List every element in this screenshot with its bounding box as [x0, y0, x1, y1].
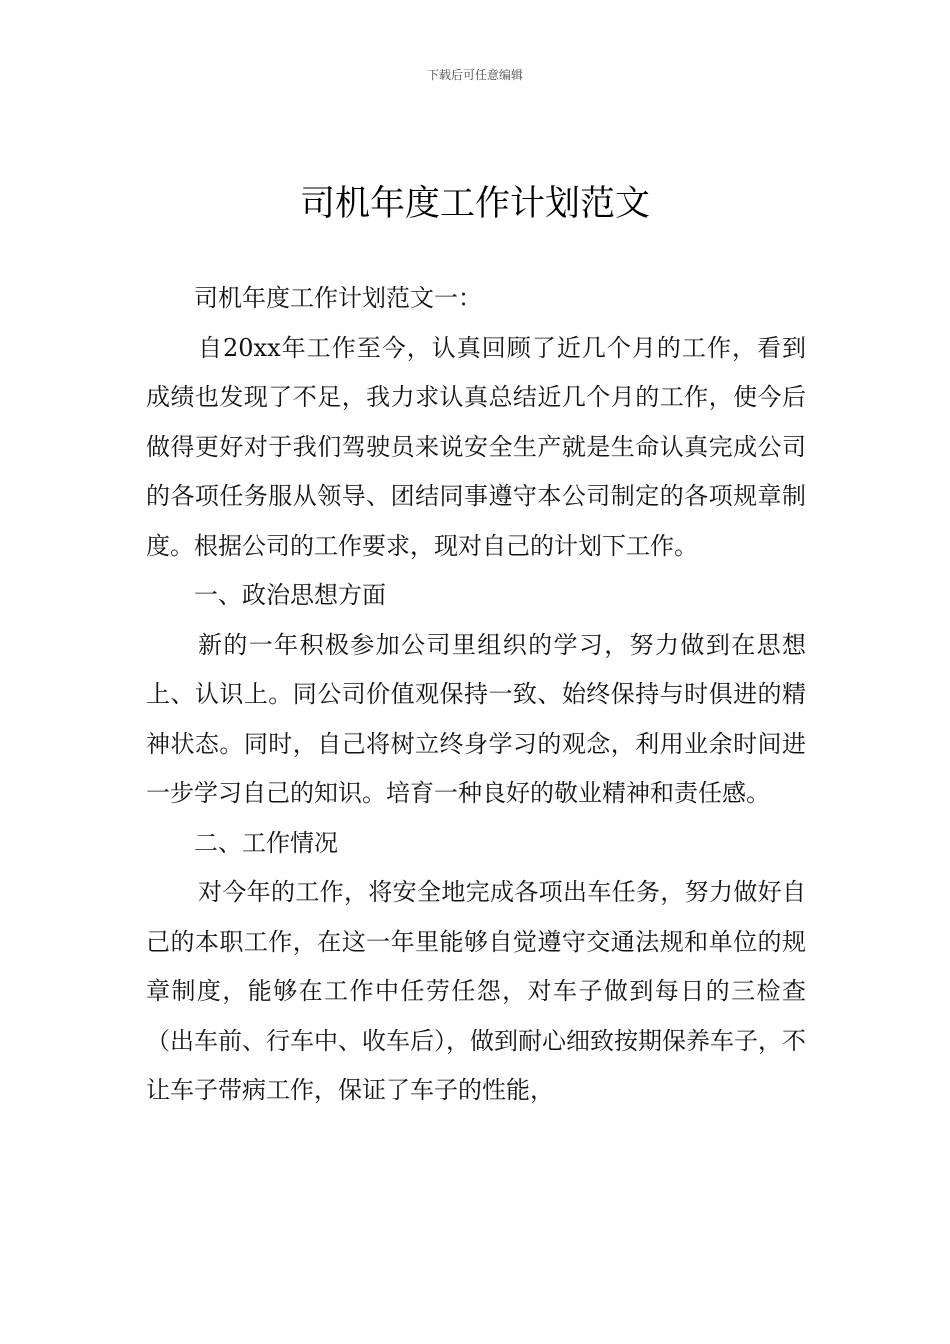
section-heading-work: 二、工作情况: [194, 828, 338, 857]
header-note: 下载后可任意编辑: [426, 68, 523, 82]
document-title: 司机年度工作计划范文: [299, 184, 650, 224]
paragraph-work: 对今年的工作，将安全地完成各项出车任务，努力做好自己的本职工作，在这一年里能够自觉遵守交通法规和单位的规章制度，能够在工作中任劳任怨，对车子做到每日的三检查（出车前、行车中、收车后），做到耐心细致按期保养车子，不让车子带病工作，保证了车子的性能，: [146, 878, 806, 1104]
subtitle: 司机年度工作计划范文一：: [194, 284, 482, 312]
section-heading-politics: 一、政治思想方面: [194, 581, 386, 609]
paragraph-politics: 新的一年积极参加公司里组织的学习，努力做到在思想上、认识上。同公司价值观保持一致、始终保持与时俱进的精神状态。同时，自己将树立终身学习的观念，利用业余时间进一步学习自己的知识。培育一种良好的敬业精神和责任感。: [146, 630, 806, 807]
document-body: [146, 274, 806, 1116]
paragraph-intro: 自20xx年工作至今，认真回顾了近几个月的工作，看到成绩也发现了不足，我力求认真总结近几个月的工作，使今后做得更好对于我们驾驶员来说安全生产就是生命认真完成公司的各项任务服从领导、团结同事遵守本公司制定的各项规章制度。根据公司的工作要求，现对自己的计划下工作。: [146, 333, 806, 560]
